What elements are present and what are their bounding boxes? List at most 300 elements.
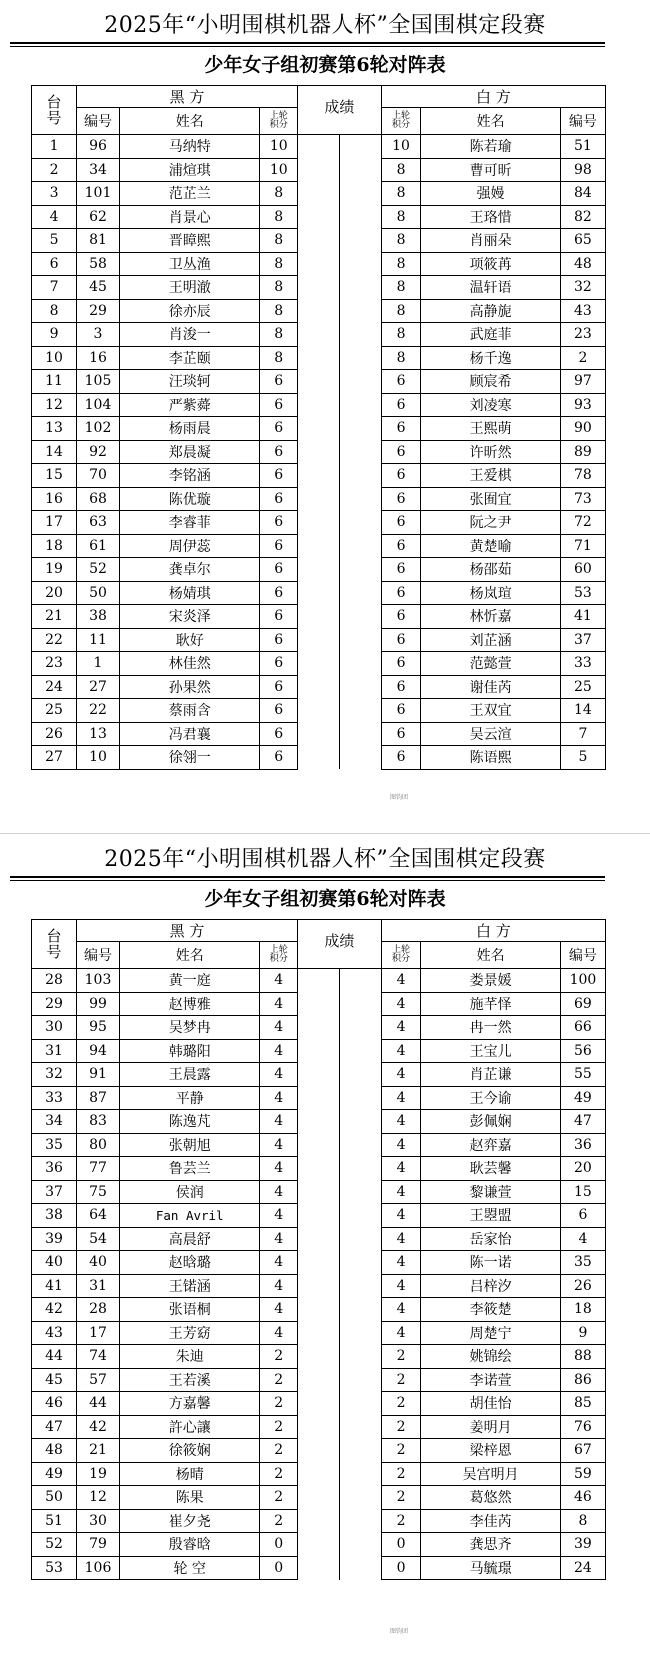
black-num-cell: 104 bbox=[77, 393, 120, 417]
black-num-cell: 70 bbox=[77, 464, 120, 488]
black-num-cell: 91 bbox=[77, 1063, 120, 1087]
white-name-cell: 黎谦萱 bbox=[421, 1180, 560, 1204]
board-cell: 30 bbox=[32, 1016, 77, 1040]
white-points-cell: 4 bbox=[381, 1039, 421, 1063]
black-points-cell: 6 bbox=[260, 464, 298, 488]
board-cell: 36 bbox=[32, 1157, 77, 1181]
white-num-header: 编号 bbox=[560, 108, 605, 135]
black-name-cell: 晋瞕熙 bbox=[119, 229, 260, 253]
black-num-cell: 31 bbox=[77, 1274, 120, 1298]
black-points-cell: 6 bbox=[260, 487, 298, 511]
white-name-cell: 姚锦绘 bbox=[421, 1345, 560, 1369]
board-cell: 14 bbox=[32, 440, 77, 464]
white-points-cell: 2 bbox=[381, 1439, 421, 1463]
black-result-cell bbox=[298, 393, 340, 417]
black-num-cell: 79 bbox=[77, 1533, 120, 1557]
black-points-cell: 0 bbox=[260, 1533, 298, 1557]
pairing-row bbox=[32, 440, 606, 464]
white-result-cell bbox=[339, 675, 381, 699]
black-result-cell bbox=[298, 1298, 340, 1322]
board-cell: 28 bbox=[32, 969, 77, 993]
black-name-cell: 赵晗璐 bbox=[119, 1251, 260, 1275]
white-num-cell: 14 bbox=[560, 699, 605, 723]
black-result-cell bbox=[298, 1227, 340, 1251]
black-result-cell bbox=[298, 992, 340, 1016]
white-points-cell: 4 bbox=[381, 969, 421, 993]
black-name-header: 姓名 bbox=[119, 942, 260, 969]
white-num-cell: 84 bbox=[560, 182, 605, 206]
pairing-row bbox=[32, 1133, 606, 1157]
pairing-row bbox=[32, 746, 606, 770]
pairing-row bbox=[32, 1110, 606, 1134]
white-result-cell bbox=[339, 252, 381, 276]
black-name-cell: 轮 空 bbox=[119, 1556, 260, 1580]
white-points-cell: 4 bbox=[381, 1321, 421, 1345]
board-cell: 45 bbox=[32, 1368, 77, 1392]
pairing-row bbox=[32, 1251, 606, 1275]
white-num-cell: 51 bbox=[560, 135, 605, 159]
white-result-cell bbox=[339, 1439, 381, 1463]
black-points-cell: 4 bbox=[260, 1274, 298, 1298]
white-name-cell: 冉一然 bbox=[421, 1016, 560, 1040]
white-points-cell: 6 bbox=[381, 675, 421, 699]
black-num-cell: 29 bbox=[77, 299, 120, 323]
white-result-cell bbox=[339, 605, 381, 629]
black-points-cell: 4 bbox=[260, 969, 298, 993]
board-cell: 17 bbox=[32, 511, 77, 535]
black-num-cell: 74 bbox=[77, 1345, 120, 1369]
white-num-cell: 37 bbox=[560, 628, 605, 652]
black-num-cell: 11 bbox=[77, 628, 120, 652]
black-points-cell: 8 bbox=[260, 229, 298, 253]
black-points-cell: 2 bbox=[260, 1392, 298, 1416]
board-cell: 52 bbox=[32, 1533, 77, 1557]
white-name-cell: 强嫚 bbox=[421, 182, 560, 206]
black-points-cell: 4 bbox=[260, 1298, 298, 1322]
black-num-cell: 28 bbox=[77, 1298, 120, 1322]
black-points-cell: 6 bbox=[260, 370, 298, 394]
white-result-cell bbox=[339, 1321, 381, 1345]
black-points-cell: 6 bbox=[260, 558, 298, 582]
black-num-cell: 22 bbox=[77, 699, 120, 723]
black-points-cell: 4 bbox=[260, 1086, 298, 1110]
black-header: 黑 方 bbox=[77, 920, 298, 942]
white-points-cell: 2 bbox=[381, 1486, 421, 1510]
board-cell: 13 bbox=[32, 417, 77, 441]
white-points-cell: 4 bbox=[381, 1180, 421, 1204]
white-num-cell: 100 bbox=[560, 969, 605, 993]
white-points-cell: 4 bbox=[381, 1157, 421, 1181]
pairing-row bbox=[32, 534, 606, 558]
board-header: 台号 bbox=[32, 86, 77, 135]
black-num-cell: 81 bbox=[77, 229, 120, 253]
pairing-row bbox=[32, 722, 606, 746]
white-name-cell: 温轩语 bbox=[421, 276, 560, 300]
white-result-cell bbox=[339, 1298, 381, 1322]
black-result-cell bbox=[298, 699, 340, 723]
black-points-cell: 4 bbox=[260, 1180, 298, 1204]
white-num-cell: 47 bbox=[560, 1110, 605, 1134]
black-num-cell: 34 bbox=[77, 158, 120, 182]
white-result-cell bbox=[339, 1533, 381, 1557]
black-result-cell bbox=[298, 1204, 340, 1228]
white-num-cell: 18 bbox=[560, 1298, 605, 1322]
pairings-table bbox=[31, 85, 606, 770]
black-num-cell: 61 bbox=[77, 534, 120, 558]
board-cell: 43 bbox=[32, 1321, 77, 1345]
white-name-cell: 高静旎 bbox=[421, 299, 560, 323]
board-cell: 34 bbox=[32, 1110, 77, 1134]
black-header: 黑 方 bbox=[77, 86, 298, 108]
white-result-cell bbox=[339, 1462, 381, 1486]
white-name-cell: 吕梓汐 bbox=[421, 1274, 560, 1298]
black-result-cell bbox=[298, 969, 340, 993]
white-num-cell: 7 bbox=[560, 722, 605, 746]
white-num-cell: 76 bbox=[560, 1415, 605, 1439]
pairing-row bbox=[32, 558, 606, 582]
black-points-cell: 8 bbox=[260, 346, 298, 370]
white-name-cell: 范懿萱 bbox=[421, 652, 560, 676]
board-cell: 53 bbox=[32, 1556, 77, 1580]
pairing-row bbox=[32, 135, 606, 159]
black-points-cell: 4 bbox=[260, 1133, 298, 1157]
white-num-cell: 88 bbox=[560, 1345, 605, 1369]
white-num-cell: 46 bbox=[560, 1486, 605, 1510]
pairing-row bbox=[32, 1368, 606, 1392]
board-cell: 39 bbox=[32, 1227, 77, 1251]
black-name-cell: 杨晴 bbox=[119, 1462, 260, 1486]
pairing-row bbox=[32, 1016, 606, 1040]
white-result-cell bbox=[339, 628, 381, 652]
white-name-cell: 张囿宜 bbox=[421, 487, 560, 511]
white-result-cell bbox=[339, 534, 381, 558]
white-name-cell: 吴宫明月 bbox=[421, 1462, 560, 1486]
black-num-cell: 80 bbox=[77, 1133, 120, 1157]
white-num-cell: 89 bbox=[560, 440, 605, 464]
white-points-cell: 10 bbox=[381, 135, 421, 159]
white-name-cell: 王宝儿 bbox=[421, 1039, 560, 1063]
white-name-cell: 武庭菲 bbox=[421, 323, 560, 347]
black-result-cell bbox=[298, 1274, 340, 1298]
black-name-cell: 平静 bbox=[119, 1086, 260, 1110]
white-num-cell: 86 bbox=[560, 1368, 605, 1392]
pairing-row bbox=[32, 1063, 606, 1087]
white-num-cell: 36 bbox=[560, 1133, 605, 1157]
black-name-cell: 浦煊琪 bbox=[119, 158, 260, 182]
white-name-cell: 娄景媛 bbox=[421, 969, 560, 993]
black-name-cell: 侯润 bbox=[119, 1180, 260, 1204]
pairing-row bbox=[32, 1509, 606, 1533]
white-num-cell: 24 bbox=[560, 1556, 605, 1580]
round-subtitle: 少年女子组初赛第6轮对阵表 bbox=[204, 54, 446, 76]
white-name-cell: 胡佳怡 bbox=[421, 1392, 560, 1416]
black-num-cell: 57 bbox=[77, 1368, 120, 1392]
white-points-cell: 6 bbox=[381, 722, 421, 746]
white-result-cell bbox=[339, 1110, 381, 1134]
black-num-cell: 95 bbox=[77, 1016, 120, 1040]
board-cell: 11 bbox=[32, 370, 77, 394]
white-points-cell: 6 bbox=[381, 511, 421, 535]
black-num-cell: 63 bbox=[77, 511, 120, 535]
white-result-cell bbox=[339, 229, 381, 253]
title-rule-thin bbox=[10, 880, 605, 881]
white-name-cell: 姜明月 bbox=[421, 1415, 560, 1439]
white-num-cell: 55 bbox=[560, 1063, 605, 1087]
black-name-cell: 赵博雅 bbox=[119, 992, 260, 1016]
black-points-cell: 8 bbox=[260, 276, 298, 300]
black-name-cell: 张语桐 bbox=[119, 1298, 260, 1322]
black-result-cell bbox=[298, 276, 340, 300]
board-cell: 3 bbox=[32, 182, 77, 206]
white-name-cell: 耿芸馨 bbox=[421, 1157, 560, 1181]
white-result-cell bbox=[339, 1368, 381, 1392]
pairing-row bbox=[32, 370, 606, 394]
board-cell: 50 bbox=[32, 1486, 77, 1510]
black-num-cell: 10 bbox=[77, 746, 120, 770]
black-num-cell: 77 bbox=[77, 1157, 120, 1181]
black-points-cell: 6 bbox=[260, 534, 298, 558]
pairing-row bbox=[32, 346, 606, 370]
black-points-cell: 2 bbox=[260, 1486, 298, 1510]
black-name-cell: 范芷兰 bbox=[119, 182, 260, 206]
pairing-row bbox=[32, 699, 606, 723]
pairing-row bbox=[32, 1180, 606, 1204]
white-num-cell: 72 bbox=[560, 511, 605, 535]
black-points-cell: 6 bbox=[260, 417, 298, 441]
black-points-cell: 6 bbox=[260, 699, 298, 723]
white-name-cell: 周楚宁 bbox=[421, 1321, 560, 1345]
black-num-cell: 52 bbox=[77, 558, 120, 582]
white-result-cell bbox=[339, 1016, 381, 1040]
black-points-cell: 4 bbox=[260, 1063, 298, 1087]
white-result-cell bbox=[339, 440, 381, 464]
result-header: 成绩 bbox=[298, 920, 382, 969]
board-cell: 44 bbox=[32, 1345, 77, 1369]
black-name-cell: 冯君襄 bbox=[119, 722, 260, 746]
black-name-cell: 蔡雨含 bbox=[119, 699, 260, 723]
black-points-cell: 6 bbox=[260, 581, 298, 605]
black-name-cell: 徐筱娴 bbox=[119, 1439, 260, 1463]
white-name-cell: 王珞惜 bbox=[421, 205, 560, 229]
pairing-row bbox=[32, 1227, 606, 1251]
white-name-cell: 陈一诺 bbox=[421, 1251, 560, 1275]
black-name-cell: Fan Avril bbox=[119, 1204, 260, 1228]
white-result-cell bbox=[339, 276, 381, 300]
black-num-cell: 40 bbox=[77, 1251, 120, 1275]
white-result-cell bbox=[339, 323, 381, 347]
white-num-cell: 15 bbox=[560, 1180, 605, 1204]
white-name-cell: 梁梓恩 bbox=[421, 1439, 560, 1463]
board-cell: 51 bbox=[32, 1509, 77, 1533]
white-points-cell: 6 bbox=[381, 370, 421, 394]
black-num-cell: 45 bbox=[77, 276, 120, 300]
black-name-cell: 李芷颐 bbox=[119, 346, 260, 370]
black-name-cell: 方嘉馨 bbox=[119, 1392, 260, 1416]
white-num-cell: 25 bbox=[560, 675, 605, 699]
page-1 bbox=[0, 0, 650, 833]
board-cell: 18 bbox=[32, 534, 77, 558]
black-num-cell: 68 bbox=[77, 487, 120, 511]
black-num-cell: 58 bbox=[77, 252, 120, 276]
black-result-cell bbox=[298, 628, 340, 652]
black-points-cell: 10 bbox=[260, 158, 298, 182]
black-name-cell: 吴梦冉 bbox=[119, 1016, 260, 1040]
pairing-row bbox=[32, 511, 606, 535]
black-num-cell: 50 bbox=[77, 581, 120, 605]
black-points-cell: 4 bbox=[260, 1039, 298, 1063]
pairing-row bbox=[32, 605, 606, 629]
white-points-cell: 2 bbox=[381, 1392, 421, 1416]
white-name-cell: 李筱楚 bbox=[421, 1298, 560, 1322]
white-result-cell bbox=[339, 135, 381, 159]
black-result-cell bbox=[298, 746, 340, 770]
white-result-cell bbox=[339, 1509, 381, 1533]
black-num-cell: 19 bbox=[77, 1462, 120, 1486]
board-cell: 31 bbox=[32, 1039, 77, 1063]
white-name-cell: 王今谕 bbox=[421, 1086, 560, 1110]
board-cell: 41 bbox=[32, 1274, 77, 1298]
pairing-row bbox=[32, 229, 606, 253]
black-result-cell bbox=[298, 652, 340, 676]
board-cell: 46 bbox=[32, 1392, 77, 1416]
white-name-cell: 肖丽朵 bbox=[421, 229, 560, 253]
black-result-cell bbox=[298, 1462, 340, 1486]
white-name-cell: 项筱苒 bbox=[421, 252, 560, 276]
white-points-cell: 6 bbox=[381, 393, 421, 417]
black-points-cell: 4 bbox=[260, 1251, 298, 1275]
black-num-header: 编号 bbox=[77, 108, 120, 135]
white-num-cell: 59 bbox=[560, 1462, 605, 1486]
black-result-cell bbox=[298, 370, 340, 394]
white-points-cell: 4 bbox=[381, 1204, 421, 1228]
white-result-cell bbox=[339, 558, 381, 582]
white-num-cell: 56 bbox=[560, 1039, 605, 1063]
white-num-cell: 20 bbox=[560, 1157, 605, 1181]
pairing-row bbox=[32, 1204, 606, 1228]
black-result-cell bbox=[298, 1345, 340, 1369]
black-name-cell: 孙果然 bbox=[119, 675, 260, 699]
white-name-header: 姓名 bbox=[421, 108, 560, 135]
footer-mark: 图钧团 bbox=[390, 794, 409, 801]
black-num-cell: 54 bbox=[77, 1227, 120, 1251]
board-cell: 22 bbox=[32, 628, 77, 652]
white-num-cell: 4 bbox=[560, 1227, 605, 1251]
black-points-cell: 4 bbox=[260, 1016, 298, 1040]
black-points-cell: 6 bbox=[260, 722, 298, 746]
black-name-cell: 汪琰轲 bbox=[119, 370, 260, 394]
pairing-row bbox=[32, 652, 606, 676]
black-num-cell: 12 bbox=[77, 1486, 120, 1510]
board-cell: 10 bbox=[32, 346, 77, 370]
white-num-cell: 73 bbox=[560, 487, 605, 511]
white-num-cell: 41 bbox=[560, 605, 605, 629]
black-points-cell: 8 bbox=[260, 182, 298, 206]
black-points-cell: 4 bbox=[260, 1321, 298, 1345]
black-result-cell bbox=[298, 182, 340, 206]
white-result-cell bbox=[339, 205, 381, 229]
black-name-cell: 王晨露 bbox=[119, 1063, 260, 1087]
board-cell: 42 bbox=[32, 1298, 77, 1322]
board-cell: 25 bbox=[32, 699, 77, 723]
white-result-cell bbox=[339, 158, 381, 182]
board-cell: 23 bbox=[32, 652, 77, 676]
black-name-cell: 杨雨晨 bbox=[119, 417, 260, 441]
white-points-cell: 6 bbox=[381, 417, 421, 441]
black-name-cell: 王明澈 bbox=[119, 276, 260, 300]
black-result-cell bbox=[298, 323, 340, 347]
black-result-cell bbox=[298, 1415, 340, 1439]
white-points-cell: 6 bbox=[381, 699, 421, 723]
black-name-cell: 张朝旭 bbox=[119, 1133, 260, 1157]
tournament-title: 2025年“小明围棋机器人杯”全国围棋定段赛 bbox=[104, 13, 546, 38]
white-points-cell: 2 bbox=[381, 1368, 421, 1392]
black-result-cell bbox=[298, 1392, 340, 1416]
pairing-row bbox=[32, 299, 606, 323]
board-header: 台号 bbox=[32, 920, 77, 969]
white-name-cell: 肖芷谦 bbox=[421, 1063, 560, 1087]
pairing-row bbox=[32, 417, 606, 441]
black-num-cell: 38 bbox=[77, 605, 120, 629]
black-points-cell: 4 bbox=[260, 1227, 298, 1251]
black-points-cell: 6 bbox=[260, 746, 298, 770]
board-cell: 29 bbox=[32, 992, 77, 1016]
white-result-cell bbox=[339, 487, 381, 511]
white-name-cell: 王熙萌 bbox=[421, 417, 560, 441]
white-points-header: 上轮积分 bbox=[381, 942, 421, 969]
black-result-cell bbox=[298, 229, 340, 253]
pairings-body bbox=[32, 969, 606, 1580]
white-result-cell bbox=[339, 1486, 381, 1510]
white-name-cell: 谢佳芮 bbox=[421, 675, 560, 699]
board-cell: 16 bbox=[32, 487, 77, 511]
black-num-cell: 87 bbox=[77, 1086, 120, 1110]
white-result-cell bbox=[339, 393, 381, 417]
white-num-cell: 69 bbox=[560, 992, 605, 1016]
title-rule-thin bbox=[10, 46, 605, 47]
black-num-cell: 17 bbox=[77, 1321, 120, 1345]
black-name-cell: 卫丛渔 bbox=[119, 252, 260, 276]
board-cell: 7 bbox=[32, 276, 77, 300]
black-name-cell: 肖景心 bbox=[119, 205, 260, 229]
white-points-cell: 6 bbox=[381, 534, 421, 558]
white-points-cell: 8 bbox=[381, 182, 421, 206]
white-name-cell: 杨岚瑄 bbox=[421, 581, 560, 605]
white-points-cell: 6 bbox=[381, 440, 421, 464]
white-points-cell: 4 bbox=[381, 1298, 421, 1322]
black-result-cell bbox=[298, 487, 340, 511]
pairing-row bbox=[32, 992, 606, 1016]
white-result-cell bbox=[339, 699, 381, 723]
black-num-cell: 1 bbox=[77, 652, 120, 676]
black-result-cell bbox=[298, 558, 340, 582]
black-name-cell: 陈优璇 bbox=[119, 487, 260, 511]
white-points-cell: 4 bbox=[381, 1251, 421, 1275]
pairing-row bbox=[32, 969, 606, 993]
white-name-cell: 李佳芮 bbox=[421, 1509, 560, 1533]
black-points-cell: 0 bbox=[260, 1556, 298, 1580]
white-num-cell: 9 bbox=[560, 1321, 605, 1345]
white-points-cell: 4 bbox=[381, 1110, 421, 1134]
white-header: 白 方 bbox=[381, 86, 605, 108]
white-name-cell: 陈语熙 bbox=[421, 746, 560, 770]
black-points-cell: 6 bbox=[260, 628, 298, 652]
black-num-cell: 13 bbox=[77, 722, 120, 746]
black-points-cell: 2 bbox=[260, 1462, 298, 1486]
white-name-cell: 杨千逸 bbox=[421, 346, 560, 370]
black-result-cell bbox=[298, 675, 340, 699]
white-result-cell bbox=[339, 511, 381, 535]
white-result-cell bbox=[339, 581, 381, 605]
